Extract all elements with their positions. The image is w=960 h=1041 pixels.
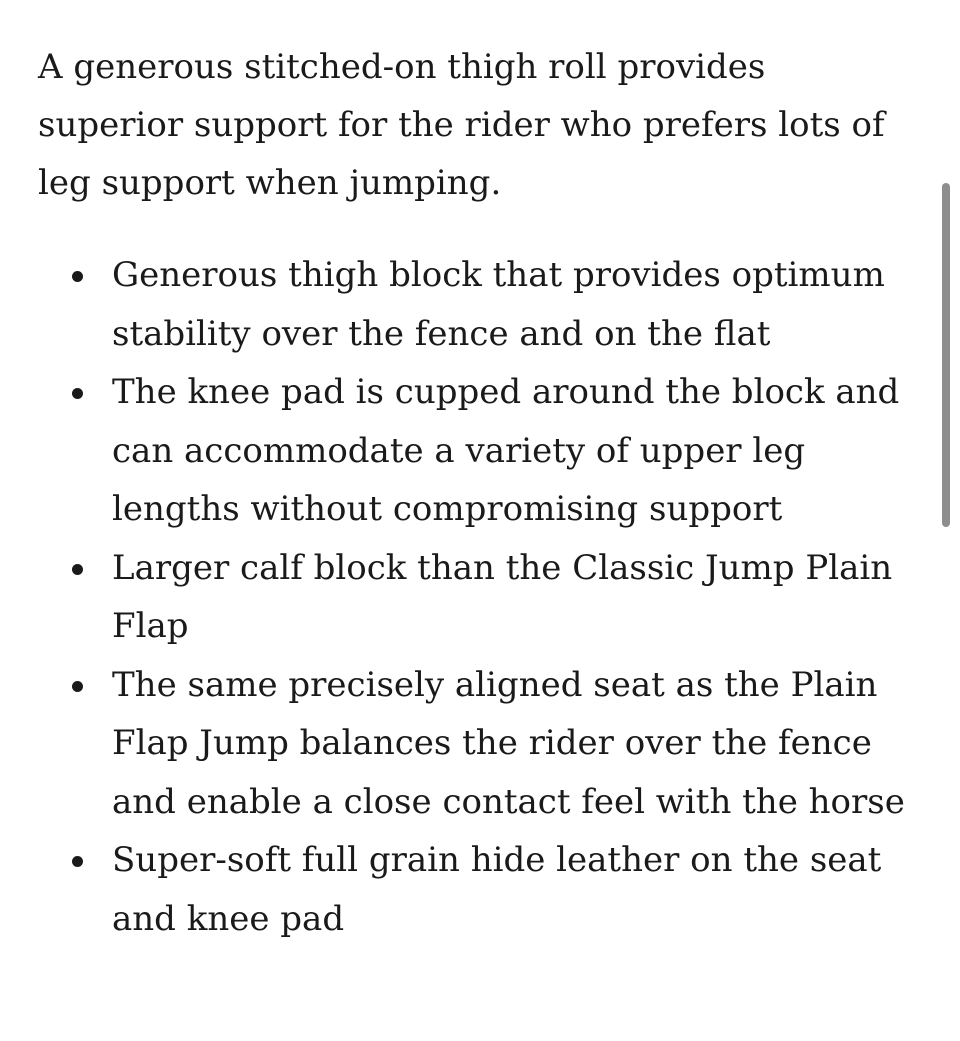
feature-text: Generous thigh block that provides optimum stability over the fence and on the flat	[112, 255, 885, 354]
bullet-icon	[72, 856, 83, 867]
feature-item	[38, 831, 918, 948]
article-content	[38, 38, 918, 948]
feature-text: Super-soft full grain hide leather on the seat and knee pad	[112, 840, 882, 939]
feature-text: The knee pad is cupped around the block and can accommodate a variety of upper leg lengths without compromising support	[112, 372, 900, 529]
feature-text: The same precisely aligned seat as the Plain Flap Jump balances the rider over the fence and enable a close contact feel with the horse	[112, 664, 905, 822]
bullet-icon	[72, 271, 83, 282]
bullet-icon	[72, 388, 83, 399]
bullet-icon	[72, 681, 83, 692]
intro-paragraph: A generous stitched-on thigh roll provides superior support for the rider who prefers lots of leg support when jumping.	[38, 47, 885, 203]
feature-item	[38, 656, 918, 832]
feature-list	[38, 246, 918, 948]
feature-text: Larger calf block than the Classic Jump Plain Flap	[112, 547, 893, 646]
vertical-scrollbar[interactable]	[942, 183, 950, 527]
feature-item	[38, 363, 918, 539]
bullet-icon	[72, 564, 83, 575]
feature-item	[38, 246, 918, 363]
feature-item	[38, 539, 918, 656]
